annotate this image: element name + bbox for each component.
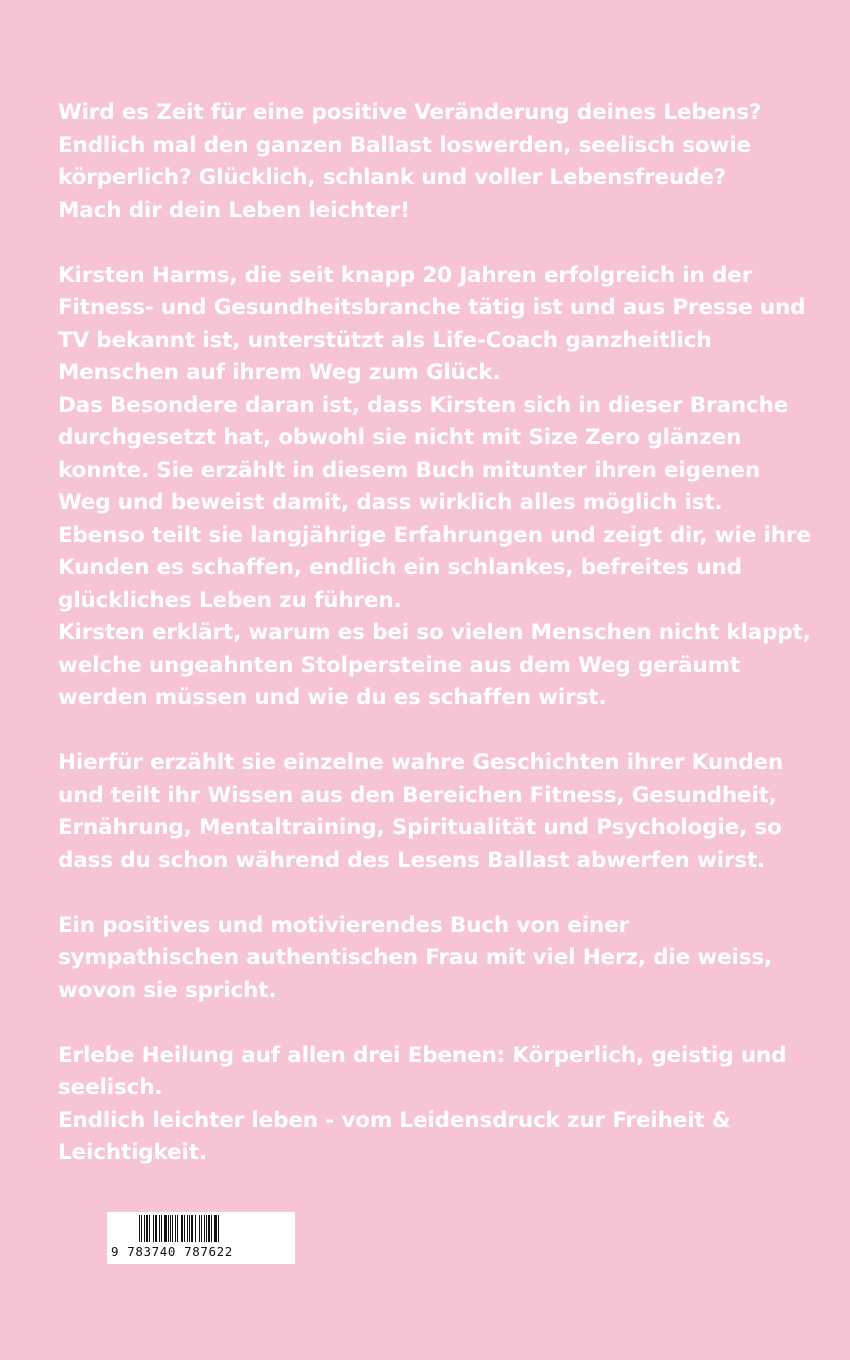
paragraph-closing — [58, 1040, 818, 1170]
text-line: Ernährung, Mentaltraining, Spiritualität und Psychologie, so — [58, 815, 782, 840]
back-cover-text — [58, 97, 818, 1202]
barcode-bar — [139, 1215, 140, 1242]
text-line: Weg und beweist damit, dass wirklich alles möglich ist. — [58, 490, 723, 515]
barcode-bar — [168, 1215, 169, 1242]
text-line: Kirsten Harms, die seit knapp 20 Jahren erfolgreich in der — [58, 262, 753, 288]
barcode-bar — [199, 1215, 200, 1242]
text-line: Erlebe Heilung auf allen drei Ebenen: Körperlich, geistig und — [58, 1042, 787, 1068]
barcode-bar — [204, 1215, 205, 1242]
text-line: Leichtigkeit. — [58, 1140, 207, 1165]
barcode-bar — [146, 1215, 148, 1242]
text-line: Mach dir dein Leben leichter! — [58, 197, 410, 223]
text-line: glückliches Leben zu führen. — [58, 587, 402, 613]
isbn-barcode — [107, 1212, 295, 1264]
barcode-bar — [191, 1215, 193, 1242]
text-line: Fitness- und Gesundheitsbranche tätig ist und aus Presse und — [58, 295, 806, 320]
barcode-digits: 9 783740 787622 — [111, 1244, 233, 1259]
barcode-bar — [201, 1215, 202, 1242]
barcode-bar — [214, 1215, 217, 1242]
paragraph-stories — [58, 747, 818, 877]
barcode-bar — [170, 1215, 171, 1242]
barcode-bar — [211, 1215, 212, 1242]
text-line: sympathischen authentischen Frau mit viel Herz, die weiss, — [58, 945, 773, 970]
barcode-bar — [141, 1215, 142, 1242]
paragraph-praise — [58, 910, 818, 1008]
barcode-bar — [149, 1215, 150, 1242]
text-line: Das Besondere daran ist, dass Kirsten sich in dieser Branche — [58, 392, 789, 418]
text-line: konnte. Sie erzählt in diesem Buch mitunter ihren eigenen — [58, 457, 761, 483]
barcode-bar — [155, 1215, 157, 1242]
barcode-bar — [181, 1215, 183, 1242]
barcode-bar — [172, 1215, 173, 1242]
text-line: und teilt ihr Wissen aus den Bereichen Fitness, Gesundheit, — [58, 782, 777, 808]
text-line: welche ungeahnten Stolpersteine aus dem Weg geräumt — [58, 652, 740, 678]
text-line: körperlich? Glücklich, schlank und voller Lebensfreude? — [58, 165, 727, 190]
text-line: durchgesetzt hat, obwohl sie nicht mit Size Zero glänzen — [58, 425, 742, 450]
barcode-bar — [206, 1215, 207, 1242]
text-line: dass du schon während des Lesens Ballast abwerfen wirst. — [58, 847, 766, 873]
paragraph-intro — [58, 97, 818, 227]
barcode-bar — [184, 1215, 185, 1242]
barcode-bar — [208, 1215, 210, 1242]
text-line: seelisch. — [58, 1075, 163, 1100]
text-line: TV bekannt ist, unterstützt als Life-Coach ganzheitlich — [58, 327, 712, 353]
text-line: werden müssen und wie du es schaffen wirst. — [58, 685, 607, 710]
text-line: Kirsten erklärt, warum es bei so vielen Menschen nicht klappt, — [58, 620, 811, 645]
barcode-bar — [144, 1215, 145, 1242]
text-line: Ein positives und motivierendes Buch von einer — [58, 912, 630, 938]
barcode-bar — [164, 1215, 167, 1242]
text-line: Endlich leichter leben - vom Leidensdruck zur Freiheit & — [58, 1107, 731, 1133]
text-line: Menschen auf ihrem Weg zum Glück. — [58, 360, 501, 385]
text-line: wovon sie spricht. — [58, 977, 277, 1003]
text-line: Wird es Zeit für eine positive Veränderung deines Lebens? — [58, 100, 762, 125]
barcode-bar — [187, 1215, 188, 1242]
barcode-bar — [161, 1215, 162, 1242]
text-line: Endlich mal den ganzen Ballast loswerden, seelisch sowie — [58, 132, 751, 158]
text-line: Kunden es schaffen, endlich ein schlankes, befreites und — [58, 555, 742, 580]
barcode-bar — [153, 1215, 154, 1242]
barcode-bar — [218, 1215, 219, 1242]
text-line: Hierfür erzählt sie einzelne wahre Geschichten ihrer Kunden — [58, 750, 784, 775]
text-line: Ebenso teilt sie langjährige Erfahrungen und zeigt dir, wie ihre — [58, 522, 811, 548]
barcode-bar — [175, 1215, 176, 1242]
barcode-bar — [195, 1215, 196, 1242]
barcode-bar — [189, 1215, 190, 1242]
barcode-bar — [159, 1215, 160, 1242]
barcode-bar — [177, 1215, 178, 1242]
paragraph-author — [58, 260, 818, 715]
